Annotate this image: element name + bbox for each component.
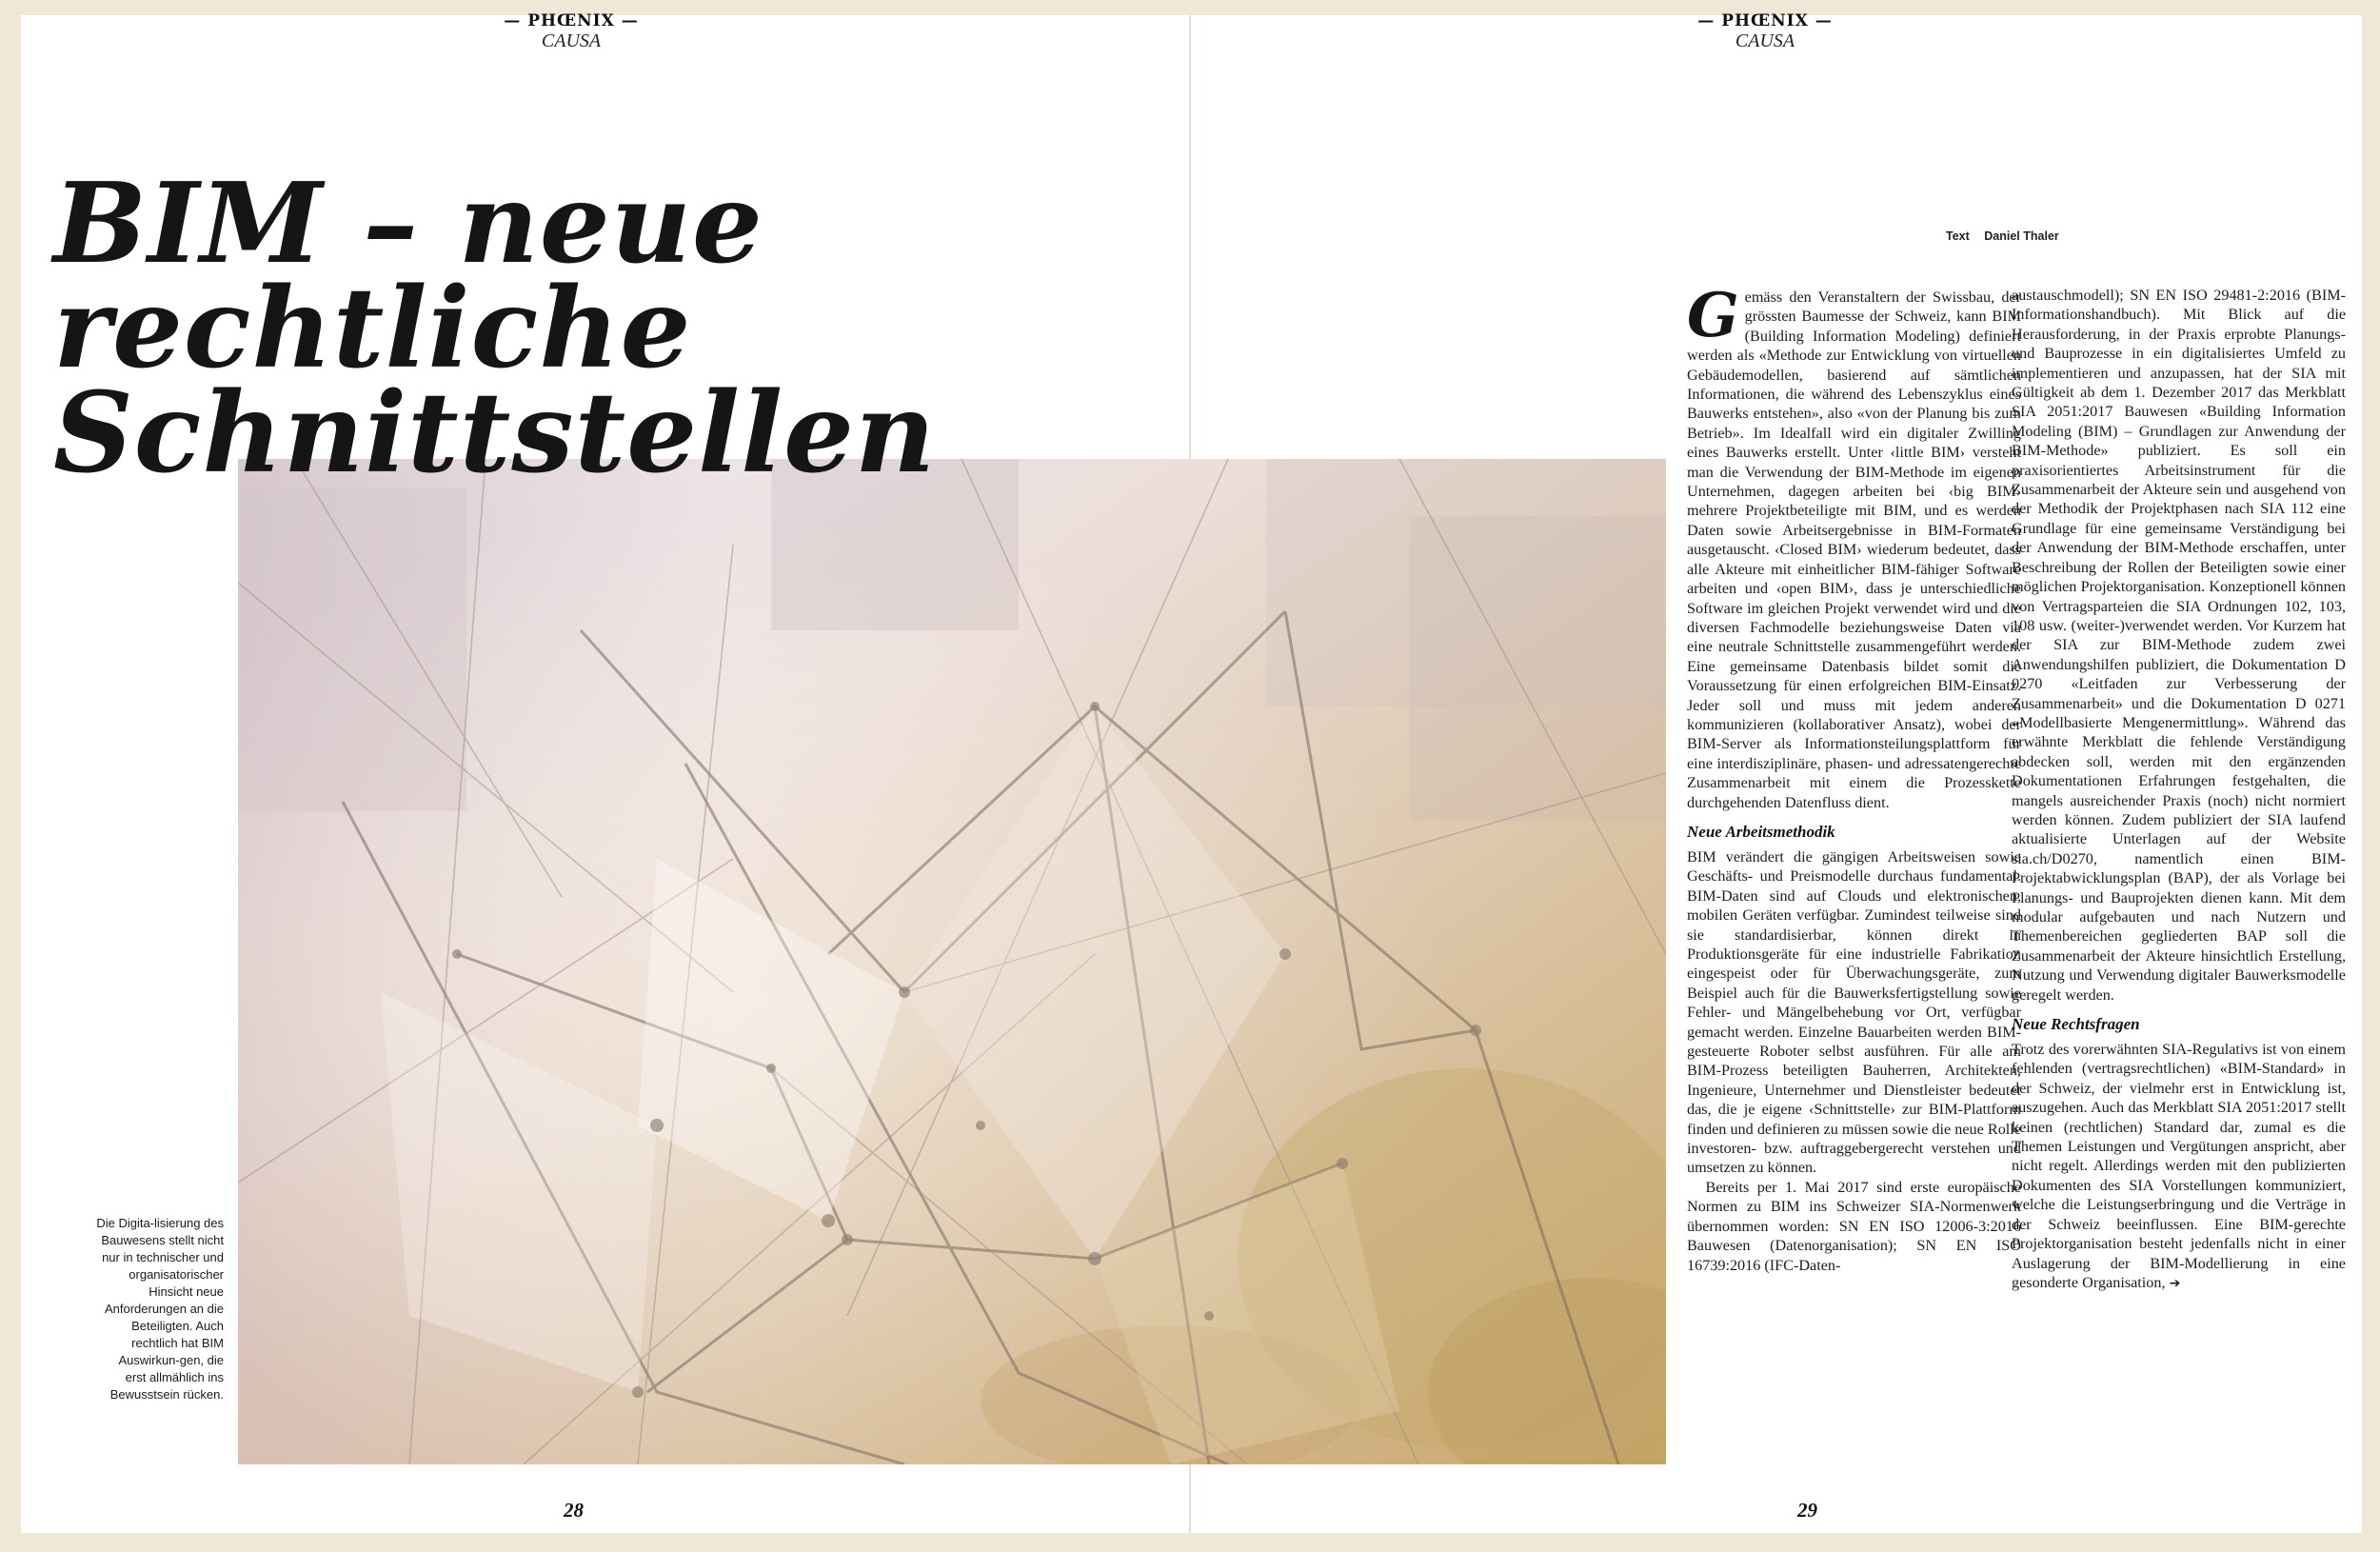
text-column-1 bbox=[1687, 280, 2021, 1275]
headline-line: BIM – neue bbox=[53, 159, 764, 289]
drop-cap: G bbox=[1687, 280, 1739, 351]
brand-label: — PHŒNIX — bbox=[1697, 11, 1833, 30]
subheading: Neue Arbeitsmethodik bbox=[1687, 822, 1835, 841]
page-number-left: 28 bbox=[564, 1499, 584, 1522]
section-label: CAUSA bbox=[541, 30, 602, 51]
body-paragraph: Bereits per 1. Mai 2017 sind erste europäische Normen zu BIM ins Schweizer SIA-Normenwerk übernommen worden: SN EN ISO 12006-3:2016 Bauwesen (Datenorganisation); SN EN ISO 16739:2016 (IFC-Daten- bbox=[1687, 1178, 2021, 1274]
section-label: CAUSA bbox=[1735, 30, 1795, 51]
paragraph-text: Trotz des vorerwähnten SIA-Regulativs ist von einem fehlenden (vertragsrechtlichen) «BIM-Standard» in der Schweiz, der vielmehr erst in Entwicklung ist, auszugehen. Auch das Merkblatt SIA 2051:2017 stellt keinen (rechtlichen) Standard dar, zumal es die Themen Leistungen und Vergütungen anspricht, aber nicht regelt. Allerdings werden mit den publizierten Dokumenten des SIA Vorstellungen kommuniziert, welche die Leistungserbringung und die Verträge in der Schweiz beeinflussen. Eine BIM-gerechte Projektorganisation besteht jedenfalls nicht in einer Auslagerung der BIM-Modellierung in eine gesonderte Organisation, bbox=[2012, 1041, 2346, 1291]
body-paragraph bbox=[2012, 1040, 2346, 1293]
byline bbox=[1946, 229, 2059, 243]
page-number-right: 29 bbox=[1797, 1499, 1817, 1522]
continue-arrow-icon: ➔ bbox=[2169, 1275, 2181, 1291]
brand-label: — PHŒNIX — bbox=[504, 11, 639, 30]
image-caption: Die Digita-lisierung des Bauwesens stellt nicht nur in technischer und organisatorischer Hinsicht neue Anforderungen an die Beteiligten. Auch rechtlich hat BIM Auswirkun-gen, die erst allmählich ins Bewusstsein rücken. bbox=[96, 1216, 224, 1402]
paragraph-text: emäss den Veranstaltern der Swissbau, der grössten Baumesse der Schweiz, kann BIM (Building Information Modeling) definiert werden als «Methode zur Entwicklung von virtuellen Gebäudemodellen, basierend auf sämtlichen Informationen, die während des Lebenszyklus eines Bauwerks entstehen», also «von der Planung bis zum Betrieb». Im Idealfall wird ein digitaler Zwilling eines Bauwerks erstellt. Unter ‹little BIM› versteht man die Verwendung der BIM-Methode im eigenen Unternehmen, dagegen arbeiten bei ‹big BIM› mehrere Projektbeteiligte mit BIM, und es werden Daten sowie Arbeitsergebnisse in BIM-Formaten ausgetauscht. ‹Closed BIM› wiederum bedeutet, dass alle Akteure mit einheitlicher BIM-fähiger Software arbeiten und ‹open BIM›, dass je unterschiedliche Software im gleichen Projekt verwendet wird und die diversen Fachmodelle beziehungsweise Daten via eine neutrale Schnittstelle zusammengeführt werden. Eine gemeinsame Datenbasis bildet somit die Voraussetzung für einen erfolgreichen BIM-Einsatz. Jeder soll und muss mit jedem anderen kommunizieren (kollaborativer Ansatz), wobei der BIM-Server als Informationsteilungsplattform für eine interdisziplinäre, phasen- und adressatengerechte Zusammenarbeit mit einem die Prozesskette durchgehenden Datenfluss dient. bbox=[1687, 289, 2021, 811]
text-column-2 bbox=[2012, 286, 2346, 1293]
glass-facade-image bbox=[238, 459, 1666, 1464]
headline-line: Schnittstellen bbox=[53, 368, 937, 498]
body-paragraph: BIM verändert die gängigen Arbeitsweisen sowie Geschäfts- und Preismodelle durchaus fundamental. BIM-Daten sind auf Clouds und elektronischen, mobilen Geräten verfügbar. Zumindest teilweise sind sie standardisierbar, können direkt in Produktionsgeräte für eine industrielle Fabrikation eingespeist oder für Überwachungsgeräte, zum Beispiel auch für die Bauwerksfertigstellung sowie Fehler- und Mängelbehebung vor Ort, verfügbar gemacht werden. Einzelne Bauarbeiten werden BIM-gesteuerte Roboter selbst ausführen. Für alle am BIM-Prozess beteiligten Bauherren, Architekten, Ingenieure, Unternehmer und Dienstleister bedeutet das, die je eigene ‹Schnittstelle› zur BIM-Plattform finden und definieren zu müssen sowie die neue Rolle investoren- bzw. auftraggebergerecht verstehen und umsetzen zu können. bbox=[1687, 847, 2021, 1177]
subheading: Neue Rechtsfragen bbox=[2012, 1015, 2140, 1034]
headline-line: rechtliche bbox=[53, 264, 692, 393]
masthead-left bbox=[495, 13, 647, 50]
byline-label: Text bbox=[1946, 229, 1970, 243]
author-name: Daniel Thaler bbox=[1984, 229, 2059, 243]
architecture-photo bbox=[238, 459, 1666, 1464]
article-headline bbox=[53, 159, 937, 498]
body-paragraph bbox=[1687, 280, 2021, 812]
body-paragraph: austauschmodell); SN EN ISO 29481-2:2016 (BIM-Informationshandbuch). Mit Blick auf die Herausforderung, in der Praxis erprobte Planungs- und Bauprozesse in ein digitalisiertes Umfeld zu implementieren und anzupassen, hat der SIA mit Gültigkeit ab dem 1. Dezember 2017 das Merkblatt SIA 2051:2017 Bauwesen «Building Information Modeling (BIM) – Grundlagen zur Anwendung der BIM-Methode» publiziert. Es soll ein praxisorientiertes Arbeitsinstrument für die Zusammenarbeit der Akteure sein und ausgehend von der Methodik der Projektphasen nach SIA 112 eine Grundlage für eine gemeinsame Verständigung bei der Anwendung der BIM-Methode erschaffen, unter Beschreibung der Rollen der Beteiligten sowie einer möglichen Projektorganisation. Konzeptionell können von Vertragsparteien die SIA Ordnungen 102, 103, 108 usw. (weiter-)verwendet werden. Vor Kurzem hat der SIA zur BIM-Methode zudem zwei Anwendungshilfen publiziert, die Dokumentation D 0270 «Leitfaden zur Verbesserung der Zusammenarbeit» und die Dokumentation D 0271 «Modellbasierte Mengenermittlung». Während das erwähnte Merkblatt die fehlende Verständigung abdecken soll, werden mit den ergänzenden Dokumentationen Erfahrungen festgehalten, die mangels ausreichender Praxis (noch) nicht normiert werden können. Zudem publiziert der SIA laufend aktualisierte Unterlagen auf der Website sia.ch/D0270, namentlich einen BIM-Projektabwicklungsplan (BAP), der als Vorlage bei Planungs- und Bauprojekten dienen kann. Mit dem modular aufgebauten und nach Nutzern und Themenbereichen gegliederten BAP soll die Zusammenarbeit der Akteure hinsichtlich Erstellung, Nutzung und Verwendung digitaler Bauwerksmodelle geregelt werden. bbox=[2012, 287, 2346, 1004]
masthead-right bbox=[1689, 13, 1841, 50]
